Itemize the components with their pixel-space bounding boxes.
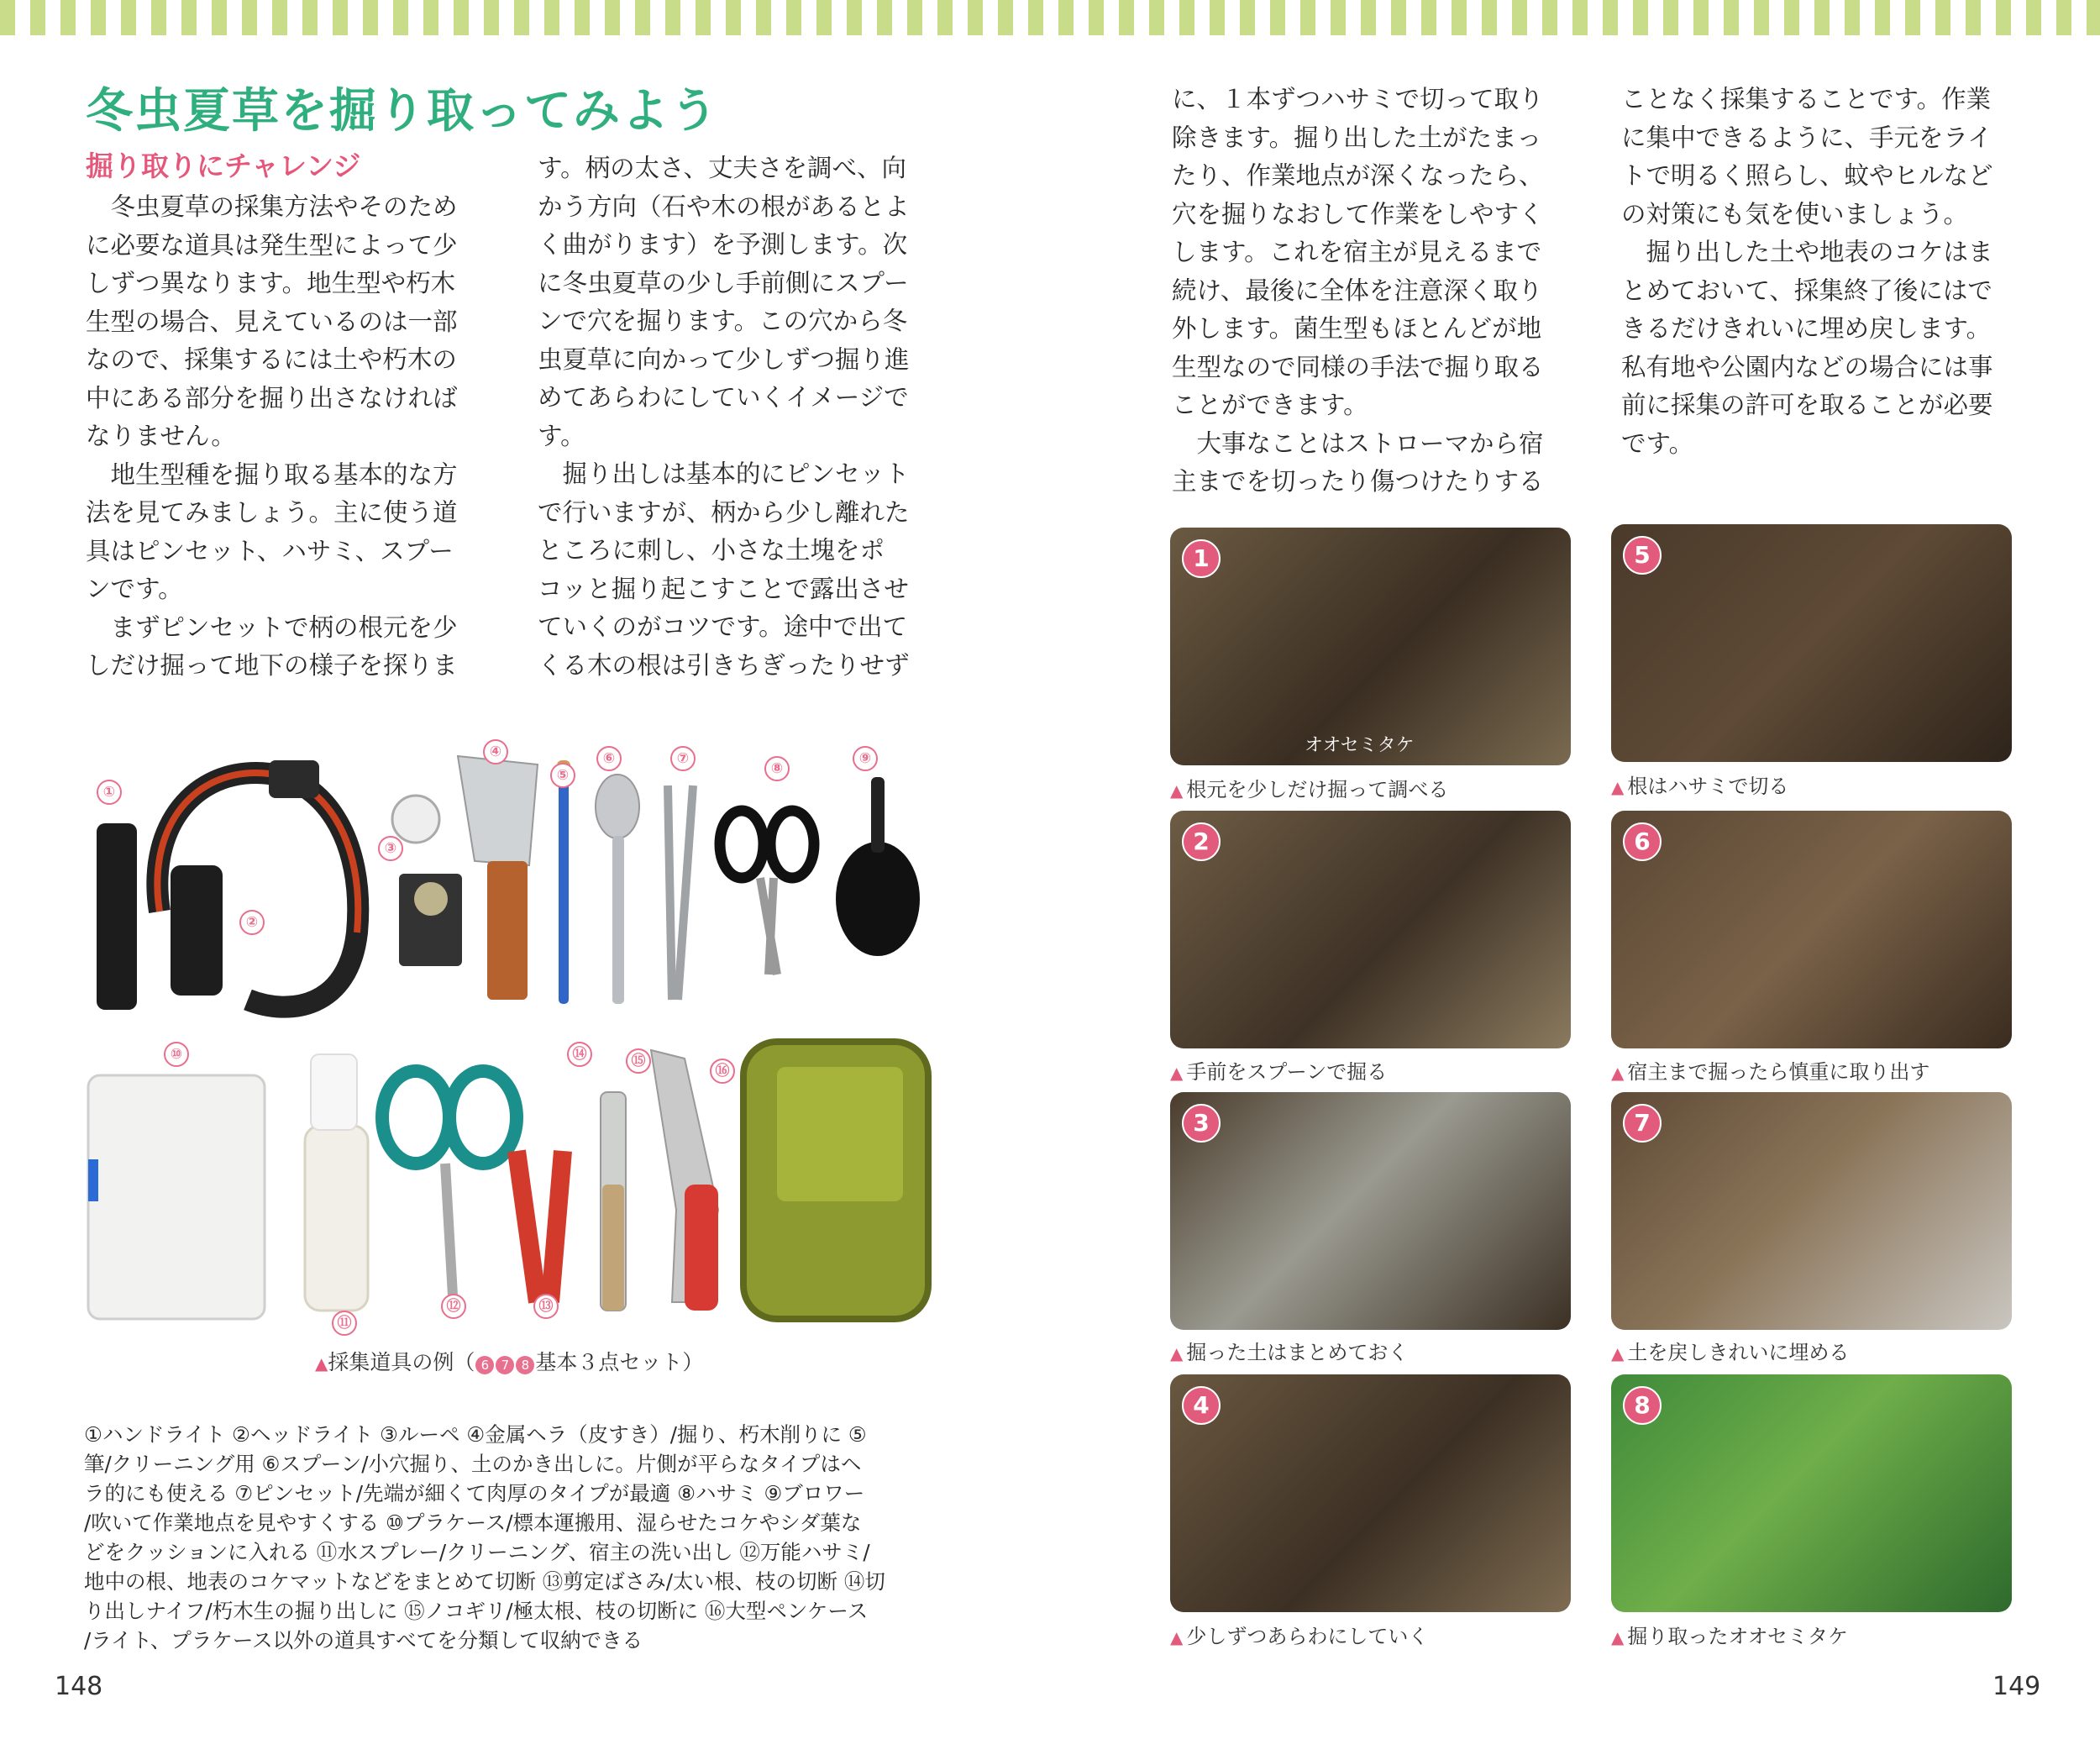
photo-1: 1 オオセミタケ xyxy=(1170,528,1571,765)
photo-2: 2 xyxy=(1170,811,1571,1048)
tools-illustration xyxy=(80,739,945,1336)
body-column-2: す。柄の太さ、丈夫さを調べ、向 かう方向（石や木の根があるとよ く曲がります）を予測します。次 に冬虫夏草の少し手前側にスプー ンで穴を掘ります。この穴から冬 虫夏草に向かって少しずつ掘り進 めてあらわにしていくイメージで す。 掘り出しは基本的にピンセット で行いますが、柄から少し離れた ところに刺し、小さな土塊をポ コッと掘り起こすことで露出させ ていくのがコツです。途中で出て くる木の根は引きちぎったりせず xyxy=(538,154,910,680)
tools-caption: ▲採集道具の例（ 6 7 8 基本３点セット） xyxy=(315,1350,704,1374)
photo-inlabel: オオセミタケ xyxy=(1305,735,1415,756)
tool-number: ⑨ xyxy=(853,746,878,771)
photo-3: 3 xyxy=(1170,1092,1571,1330)
tool-number: ⑬ xyxy=(533,1294,559,1319)
tool-number: ④ xyxy=(483,739,508,764)
photo-5: 5 xyxy=(1611,524,2012,762)
tool-number: ① xyxy=(97,780,122,805)
page-number-left: 148 xyxy=(55,1672,103,1701)
photo-caption: ▲ 少しずつあらわにしていく xyxy=(1170,1625,1429,1648)
tool-number: ⑮ xyxy=(626,1048,651,1074)
tool-number: ⑭ xyxy=(567,1042,592,1067)
tool-number: ⑦ xyxy=(670,746,696,771)
tool-number: ⑧ xyxy=(764,756,790,781)
tool-number: ⑥ xyxy=(596,746,622,771)
body-column-4: ことなく採集することです。作業 に集中できるように、手元をライ トで明るく照らし、蚊やヒルなど の対策にも気を使いましょう。 掘り出した土や地表のコケはま とめておいて、採集終了後にはで きるだけきれいに埋め戻します。 私有地や公園内などの場合には事 前に採集の許可を取ることが必要 です。 xyxy=(1621,85,1993,458)
photo-caption: ▲ 手前をスプーンで掘る xyxy=(1170,1060,1388,1084)
body-column-3: に、１本ずつハサミで切って取り 除きます。掘り出した土がたまっ たり、作業地点が深くなったら、 穴を掘りなおして作業をしやすく します。これを宿主が見えるまで 続け、最後に全体を注意深く取り 外します。菌生型もほとんどが地 生型なので同様の手法で掘り取る ことができます。 大事なことはストローマから宿 主までを切ったり傷つけたりする xyxy=(1172,85,1544,496)
photo-caption: ▲ 根はハサミで切る xyxy=(1611,775,1789,798)
photo-4: 4 xyxy=(1170,1374,1571,1612)
tool-number: ⑪ xyxy=(332,1311,357,1336)
tools-photo xyxy=(80,739,945,1336)
page-number-right: 149 xyxy=(1992,1672,2041,1701)
tool-number: ⑩ xyxy=(164,1042,189,1067)
page-title: 冬虫夏草を掘り取ってみよう xyxy=(86,84,719,139)
photo-caption: ▲ 掘り取ったオオセミタケ xyxy=(1611,1625,1848,1648)
photo-caption: ▲ 根元を少しだけ掘って調べる xyxy=(1170,778,1449,801)
tool-number: ⑫ xyxy=(441,1294,466,1319)
tool-list: ①ハンドライト ②ヘッドライト ③ルーペ ④金属ヘラ（皮すき）/掘り、朽木削りに ⑤ 筆/クリーニング用 ⑥スプーン/小穴掘り、土のかき出しに。片側が平らなタイプはヘ ラ的にも使える ⑦ピンセット/先端が細くて肉厚のタイプが最適 ⑧ハサミ ⑨ブロワー /吹いて作業地点を見やすくする ⑩プラケース/標本運搬用、湿らせたコケやシダ葉な どをクッションに入れる ⑪水スプレー/クリーニング、宿主の洗い出し ⑫万能ハサミ/ 地中の根、地表のコケマットなどをまとめて切断 ⑬剪定ばさみ/太い根、枝の切断 ⑭切 り出しナイフ/朽木生の掘り出しに ⑮ノコギリ/極太根、枝の切断に ⑯大型ペンケース /ライト、プラケース以外の道具すべてを分類して収納できる xyxy=(84,1422,885,1652)
tool-number: ⑤ xyxy=(550,763,575,788)
photo-caption: ▲ 宿主まで掘ったら慎重に取り出す xyxy=(1611,1060,1930,1084)
tool-number: ⑯ xyxy=(710,1059,735,1084)
tool-number: ③ xyxy=(378,836,403,861)
photo-6: 6 xyxy=(1611,811,2012,1048)
photo-caption: ▲ 掘った土はまとめておく xyxy=(1170,1341,1409,1364)
section-heading: 掘り取りにチャレンジ xyxy=(86,150,361,182)
tool-number: ② xyxy=(239,910,265,935)
top-dashed-border xyxy=(0,0,2100,35)
photo-8: 8 xyxy=(1611,1374,2012,1612)
photo-caption: ▲ 土を戻しきれいに埋める xyxy=(1611,1341,1850,1364)
body-column-1: 冬虫夏草の採集方法やそのため に必要な道具は発生型によって少 しずつ異なります。地生型や朽木 生型の場合、見えているのは一部 なので、採集するには土や朽木の 中にある部分を掘り出さなければ なりません。 地生型種を掘り取る基本的な方 法を見てみましょう。主に使う道 具はピンセット、ハサミ、スプー ンです。 まずピンセットで柄の根元を少 しだけ掘って地下の様子を探りま xyxy=(86,192,458,680)
photo-7: 7 xyxy=(1611,1092,2012,1330)
